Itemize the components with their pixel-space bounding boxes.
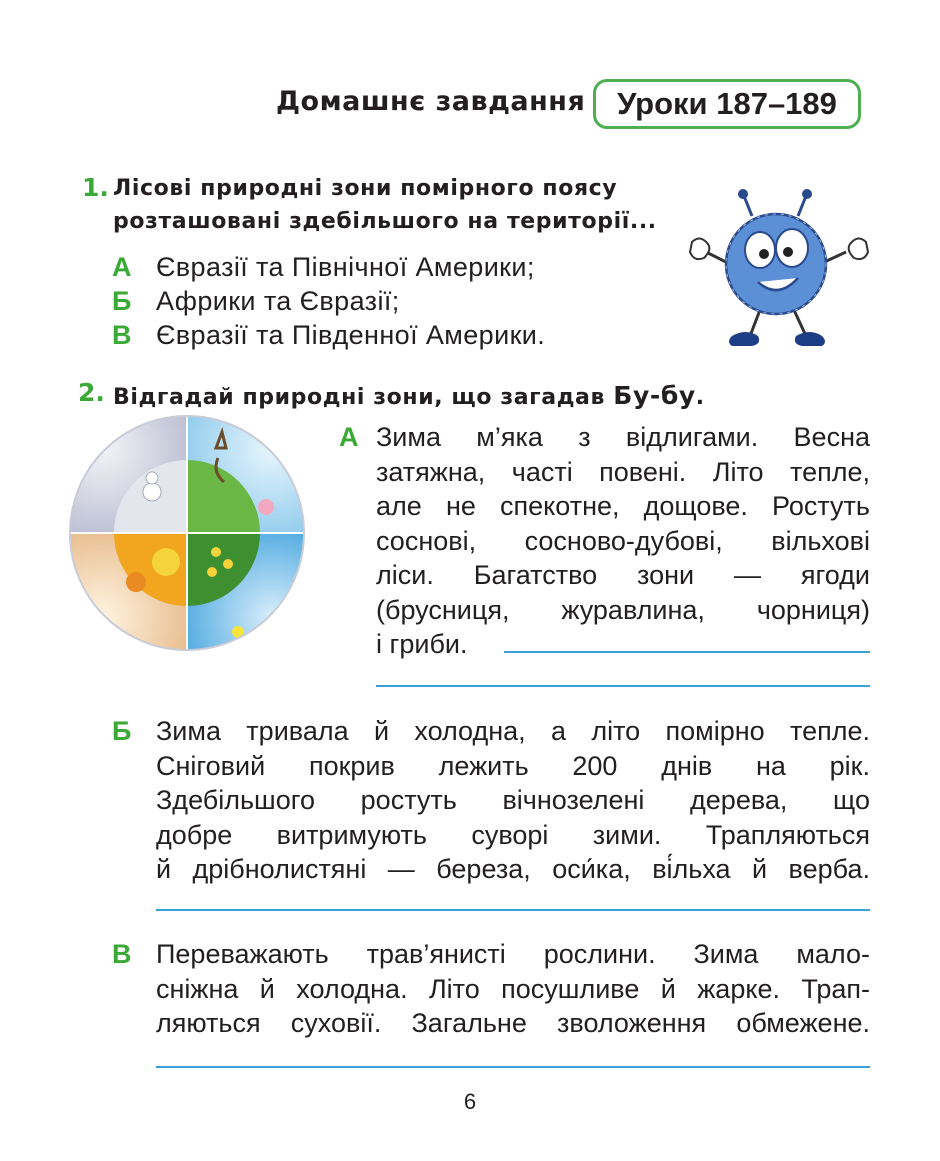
- zone-a-line: соснові, сосново-дубові, вільхові: [376, 525, 870, 556]
- zone-a-letter: А: [339, 422, 359, 452]
- zone-a-description: [376, 420, 870, 662]
- homework-title: Домашнє завдання: [276, 86, 586, 117]
- zone-b-line: Сніговий покрив лежить 200 днів на рік.: [156, 750, 870, 781]
- lesson-range-box: [593, 79, 861, 129]
- zone-b-line: Здебільшого ростуть вічнозелені дерева, що: [156, 785, 870, 815]
- zone-a-line: (брусниця, журавлина, чорниця): [376, 594, 870, 625]
- task-1-question-line-1: Лісові природні зони помірного поясу: [113, 176, 618, 201]
- task-2-prompt-end: .: [695, 385, 705, 410]
- option-v-letter: В: [112, 320, 132, 350]
- zone-v-letter: В: [112, 939, 132, 969]
- zone-v-answer-line[interactable]: [156, 1066, 870, 1068]
- zone-a-answer-line-2[interactable]: [376, 685, 870, 687]
- task-2-prompt-name: Бу-бу: [613, 381, 696, 410]
- zone-b-line: Зима тривала й холодна, а літо помірно тепле.: [156, 716, 870, 746]
- zone-b-line: й дрібнолистяні — береза, оси́ка, ві́льха й верба.: [156, 854, 870, 884]
- zone-a-answer-line-1[interactable]: [504, 651, 870, 653]
- lesson-range-label: Уроки 187–189: [617, 86, 837, 121]
- task-1-number: 1.: [82, 173, 109, 202]
- page-number: 6: [463, 1089, 477, 1114]
- zone-v-line: сніжна й холодна. Літо посушливе й жарке. Трап-: [156, 973, 870, 1004]
- zone-b-description: [156, 714, 870, 887]
- zone-v-description: [156, 937, 870, 1041]
- zone-a-line: Зима м’яка з відлигами. Весна: [376, 422, 870, 452]
- task-2-prompt-text: Відгадай природні зони, що загадав: [113, 385, 606, 410]
- option-v-text: Євразії та Південної Америки.: [156, 320, 546, 350]
- zone-a-line: і гриби.: [376, 629, 468, 659]
- option-a-text: Євразії та Північної Америки;: [156, 252, 535, 282]
- task-2-prompt: [113, 381, 705, 410]
- zone-a-line: ліси. Багатство зони — ягоди: [376, 560, 870, 590]
- option-b-text: Африки та Євразії;: [156, 286, 400, 316]
- zone-a-line: але не спекотне, дощове. Ростуть: [376, 491, 870, 521]
- four-seasons-globe-icon: [66, 412, 308, 654]
- zone-v-line: ляються суховії. Загальне зволоження обмежене.: [156, 1008, 870, 1038]
- option-a-letter: А: [112, 252, 132, 282]
- zone-b-line: добре витримують суворі зими. Трапляються: [156, 819, 870, 850]
- zone-v-line: Переважають трав’янисті рослини. Зима мало-: [156, 939, 870, 969]
- robot-icon: [684, 186, 874, 352]
- zone-a-line: затяжна, часті повені. Літо тепле,: [376, 456, 870, 487]
- option-b-letter: Б: [112, 286, 132, 316]
- zone-b-answer-line[interactable]: [156, 909, 870, 911]
- zone-b-letter: Б: [112, 716, 132, 746]
- task-2-number: 2.: [78, 378, 105, 407]
- task-1-question-line-2: розташовані здебільшого на території...: [113, 209, 657, 234]
